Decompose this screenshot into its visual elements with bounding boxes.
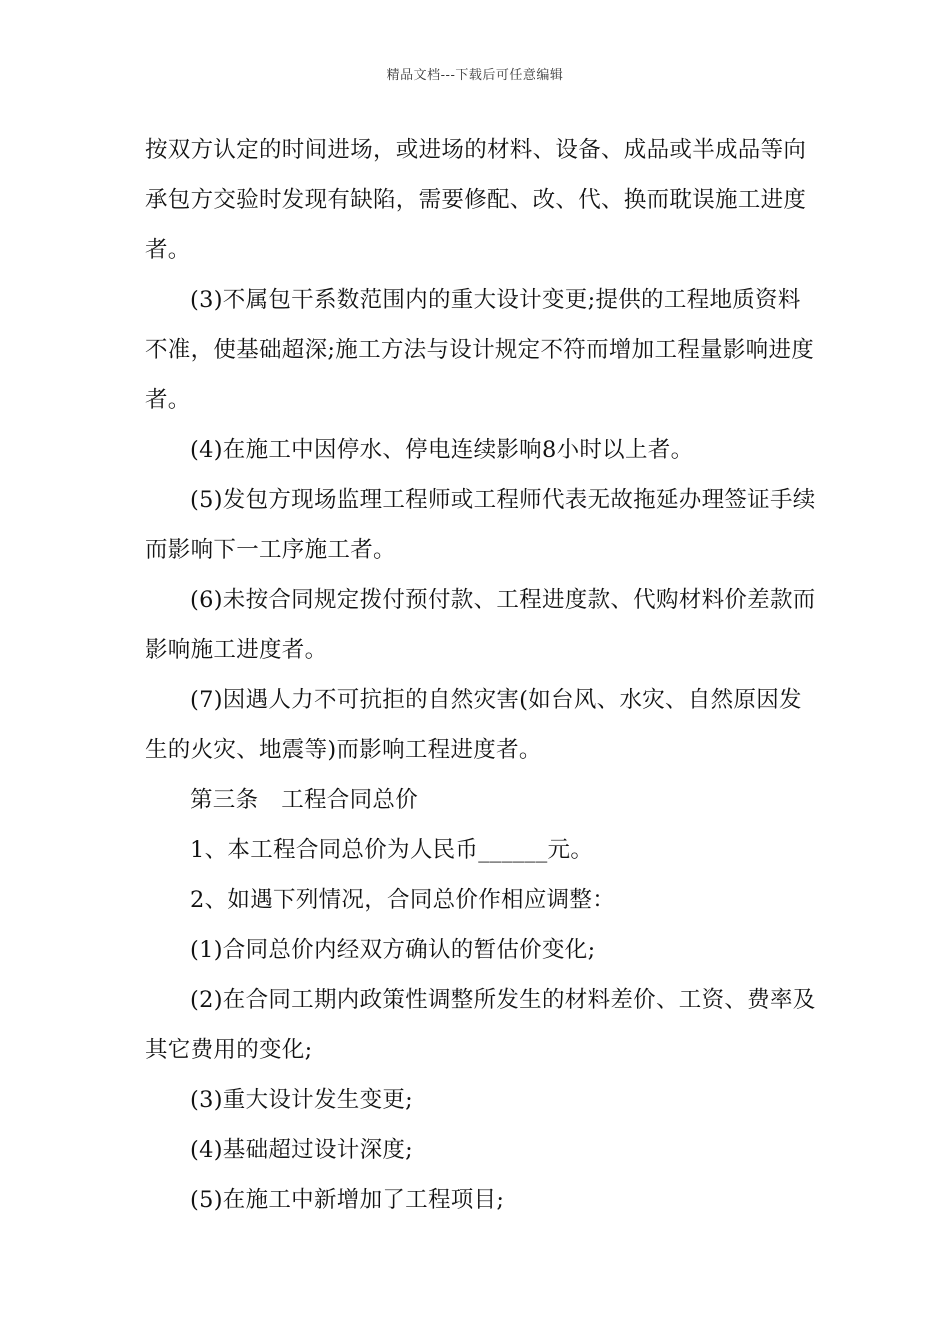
text-line: 生的火灾、地震等)而影响工程进度者。 [145,737,542,763]
text-line: 者。 [145,237,191,263]
adjustment-item-5: (5)在施工中新增加了工程项目; [190,1187,505,1213]
text-line: 承包方交验时发现有缺陷，需要修配、改、代、换而耽误施工进度 [145,187,807,213]
text-line: 其它费用的变化; [145,1037,313,1063]
document-body [145,125,816,1225]
clause-5-line: (5)发包方现场监理工程师或工程师代表无故拖延办理签证手续 [190,487,816,513]
clause-3-line: (3)不属包干系数范围内的重大设计变更;提供的工程地质资料 [190,287,801,313]
text-line: 按双方认定的时间进场，或进场的材料、设备、成品或半成品等向 [145,137,807,163]
adjustment-item-3: (3)重大设计发生变更; [190,1087,414,1113]
adjustment-item-4: (4)基础超过设计深度; [190,1137,414,1163]
clause-6-line: (6)未按合同规定拨付预付款、工程进度款、代购材料价差款而 [190,587,816,613]
text-line: 而影响下一工序施工者。 [145,537,396,563]
page-header: 精品文档---下载后可任意编辑 [386,68,564,83]
text-line: 影响施工进度者。 [145,637,328,663]
article-3-heading: 第三条 工程合同总价 [190,787,419,813]
adjustment-item-1: (1)合同总价内经双方确认的暂估价变化; [190,937,596,963]
adjustment-item-2: (2)在合同工期内政策性调整所发生的材料差价、工资、费率及 [190,987,816,1013]
text-line: 不准，使基础超深;施工方法与设计规定不符而增加工程量影响进度 [145,337,815,363]
adjustment-intro-line: 2、如遇下列情况，合同总价作相应调整： [190,887,616,913]
text-line: 者。 [145,387,191,413]
clause-4-line: (4)在施工中因停水、停电连续影响8小时以上者。 [190,437,694,463]
contract-price-line: 1、本工程合同总价为人民币______元。 [190,837,594,863]
clause-7-line: (7)因遇人力不可抗拒的自然灾害(如台风、水灾、自然原因发 [190,687,802,713]
